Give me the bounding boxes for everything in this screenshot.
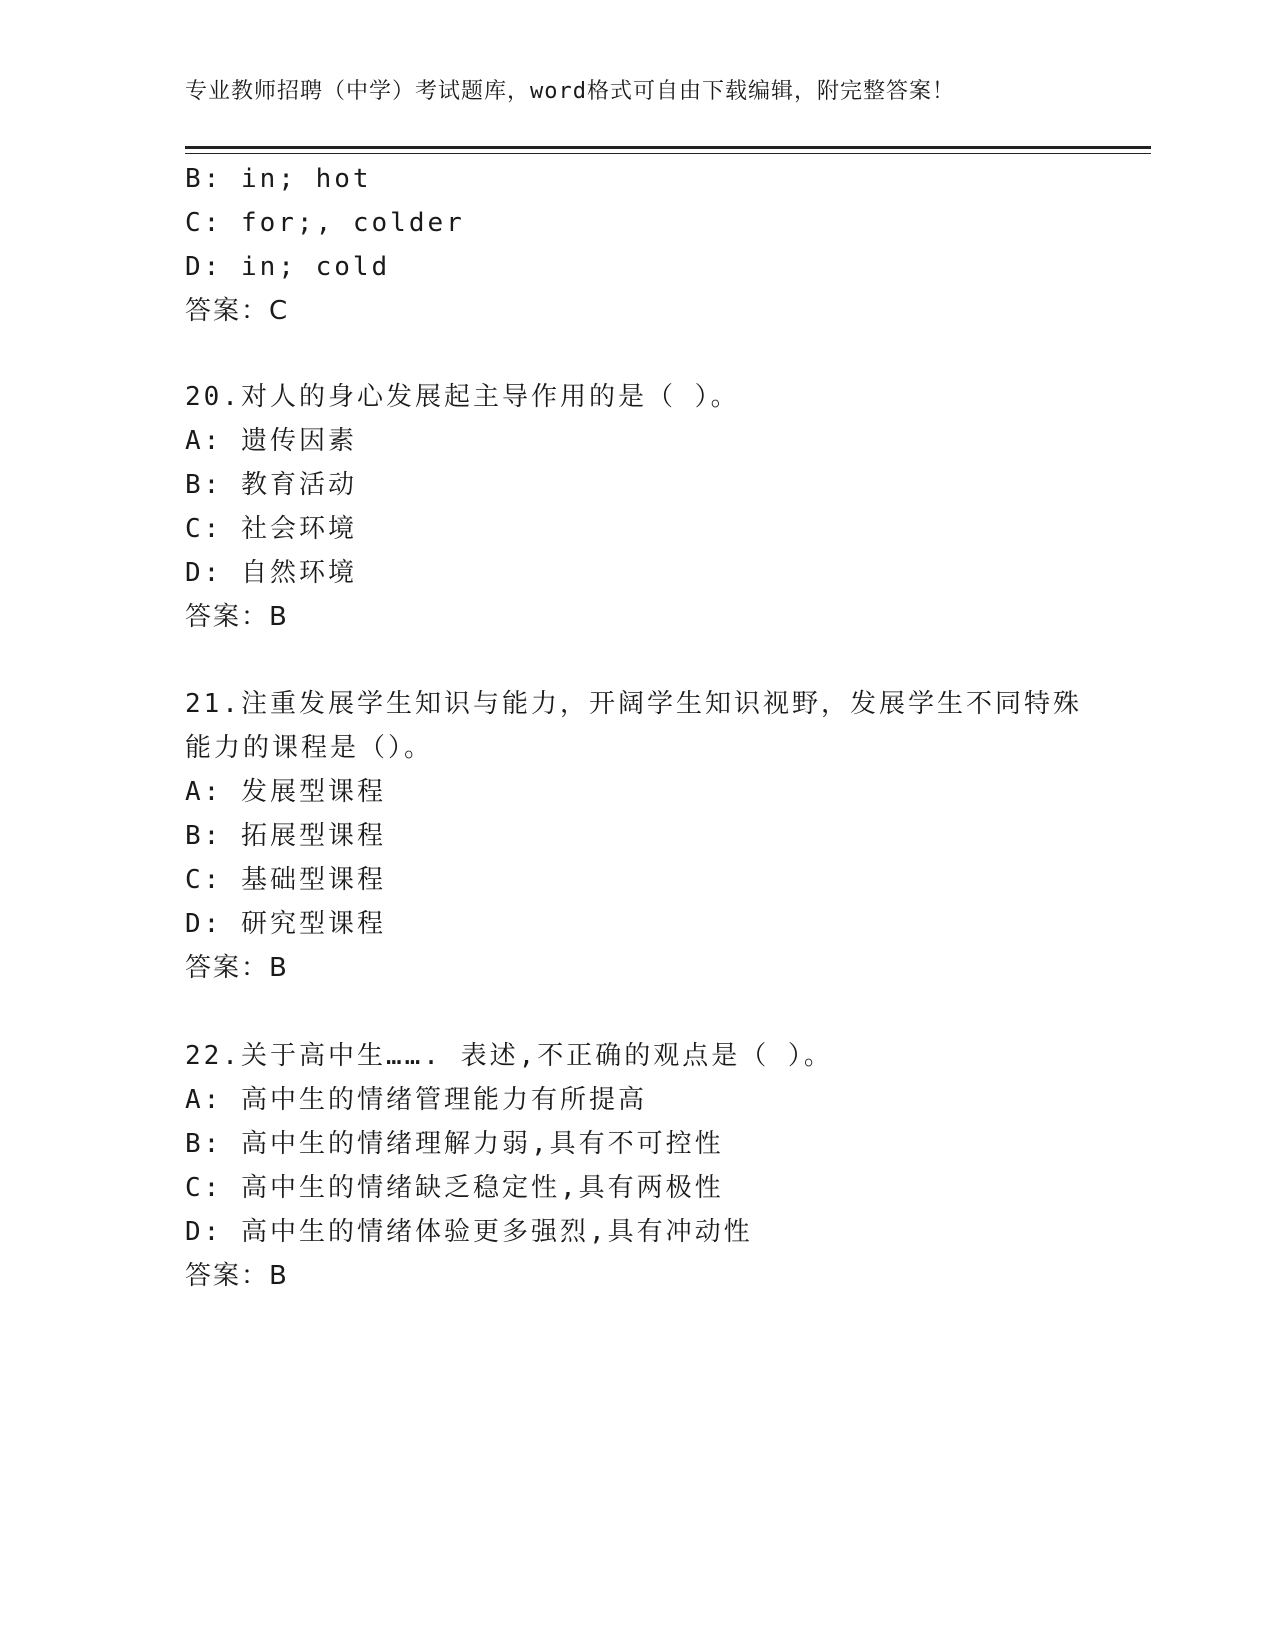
q21-answer: 答案：B xyxy=(185,953,289,983)
q21-stem-line2: 能力的课程是（）。 xyxy=(185,733,434,763)
q22-option-b: B: 高中生的情绪理解力弱,具有不可控性 xyxy=(185,1129,724,1159)
header-divider-thin xyxy=(185,153,1151,154)
q19-option-b: B: in; hot xyxy=(185,164,372,194)
q22-option-c: C: 高中生的情绪缺乏稳定性,具有两极性 xyxy=(185,1173,724,1203)
q20-option-d: D: 自然环境 xyxy=(185,558,357,588)
q20-answer: 答案：B xyxy=(185,602,289,632)
q20-option-b: B: 教育活动 xyxy=(185,470,357,500)
q20-option-a: A: 遗传因素 xyxy=(185,426,357,456)
q19-option-d: D: in; cold xyxy=(185,252,391,282)
q19-option-c: C: for;, colder xyxy=(185,208,465,238)
q21-option-b: B: 拓展型课程 xyxy=(185,821,386,851)
q21-option-a: A: 发展型课程 xyxy=(185,777,386,807)
q22-answer: 答案：B xyxy=(185,1261,289,1291)
q20-stem: 20.对人的身心发展起主导作用的是（ ）。 xyxy=(185,382,740,412)
q21-option-d: D: 研究型课程 xyxy=(185,909,386,939)
q21-stem-line1: 21.注重发展学生知识与能力，开阔学生知识视野，发展学生不同特殊 xyxy=(185,689,1082,719)
q22-option-a: A: 高中生的情绪管理能力有所提高 xyxy=(185,1085,647,1115)
q21-option-c: C: 基础型课程 xyxy=(185,865,386,895)
header-divider-thick xyxy=(185,146,1151,149)
q20-option-c: C: 社会环境 xyxy=(185,514,357,544)
q19-answer: 答案：C xyxy=(185,296,290,326)
page-header: 专业教师招聘（中学）考试题库，word格式可自由下载编辑，附完整答案！ xyxy=(185,79,955,104)
q22-option-d: D: 高中生的情绪体验更多强烈,具有冲动性 xyxy=(185,1217,753,1247)
q22-stem: 22.关于高中生……. 表述,不正确的观点是（ ）。 xyxy=(185,1041,833,1071)
